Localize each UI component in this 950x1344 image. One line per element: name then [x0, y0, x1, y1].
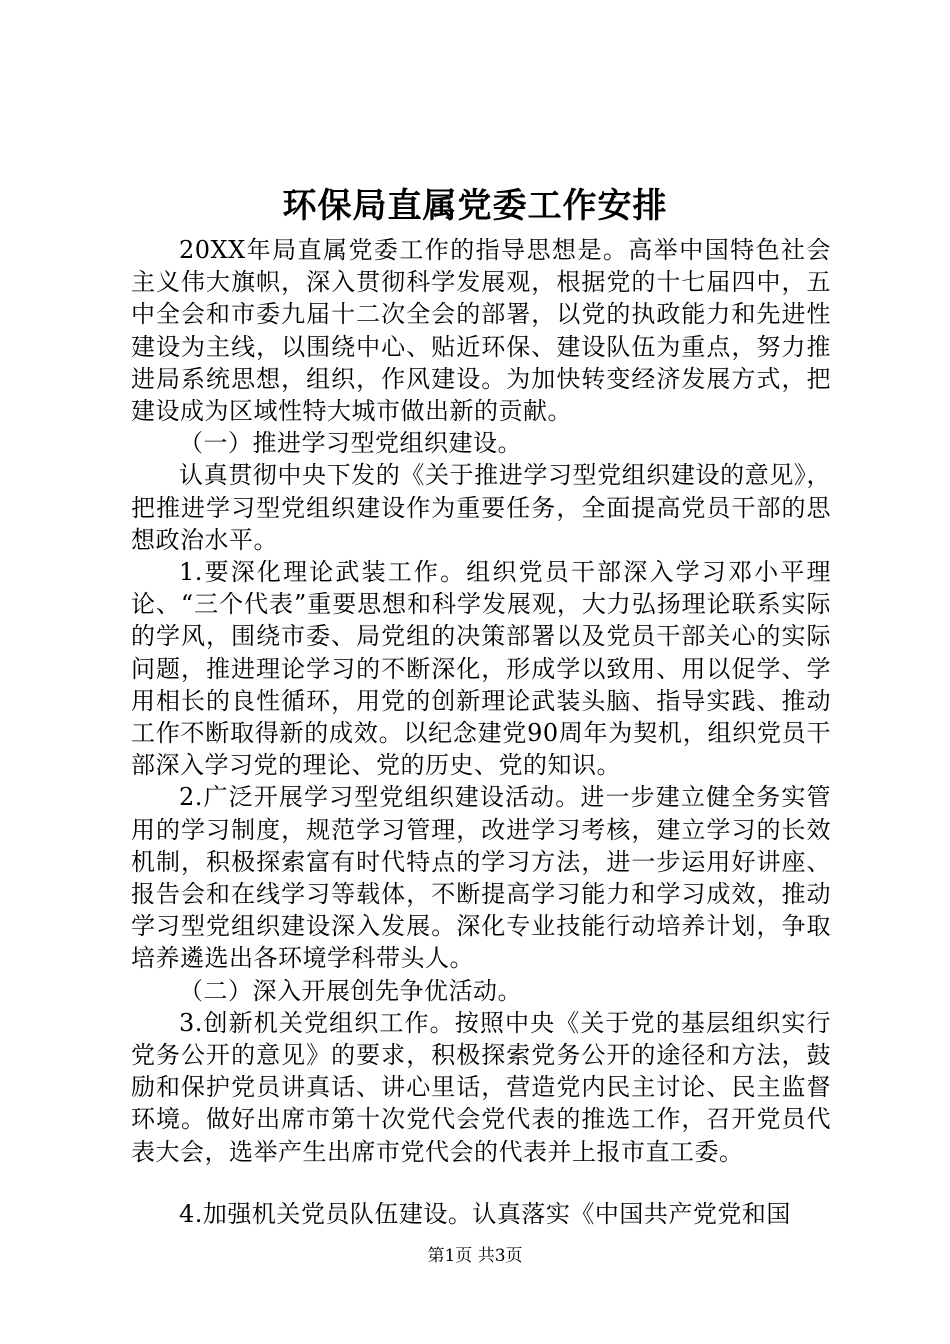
paragraph-item-3: 3.创新机关党组织工作。按照中央《关于党的基层组织实行党务公开的意见》的要求，积极探索党务公开的途径和方法，鼓励和保护党员讲真话、讲心里话，营造党内民主讨论、民主监督环境。做好出席市第十次党代会党代表的推选工作，召开党员代表大会，选举产生出席市党代会的代表并上报市直工委。: [131, 1008, 831, 1166]
section-heading-learning: （一）推进学习型党组织建设。: [179, 429, 522, 458]
paragraph-gap: [131, 1168, 831, 1198]
paragraph-item-2: 2.广泛开展学习型党组织建设活动。进一步建立健全务实管用的学习制度，规范学习管理，改进学习考核，建立学习的长效机制，积极探索富有时代特点的学习方法，进一步运用好讲座、报告会和在线学习等载体，不断提高学习能力和学习成效，推动学习型党组织建设深入发展。深化专业技能行动培养计划，争取培养遴选出各环境学科带头人。: [131, 783, 831, 973]
paragraph-item-4: 4.加强机关党员队伍建设。认真落实《中国共产党党和国: [179, 1199, 791, 1228]
paragraph-implement-opinion: 认真贯彻中央下发的《关于推进学习型党组织建设的意见》，把推进学习型党组织建设作为重要任务，全面提高党员干部的思想政治水平。: [131, 461, 831, 554]
page-number-footer: 第1页 共3页: [427, 1246, 523, 1266]
document-body: [131, 234, 831, 1230]
document-title: 环保局直属党委工作安排: [282, 186, 668, 226]
section-heading-excellence: （二）深入开展创先争优活动。: [179, 976, 522, 1005]
paragraph-item-1: 1.要深化理论武装工作。组织党员干部深入学习邓小平理论、“三个代表”重要思想和科学发展观，大力弘扬理论联系实际的学风，围绕市委、局党组的决策部署以及党员干部关心的实际问题，推进理论学习的不断深化，形成学以致用、用以促学、学用相长的良性循环，用党的创新理论武装头脑、指导实践、推动工作不断取得新的成效。以纪念建党90周年为契机，组织党员干部深入学习党的理论、党的历史、党的知识。: [131, 558, 831, 780]
paragraph-guiding-thought: 20XX年局直属党委工作的指导思想是。高举中国特色社会主义伟大旗帜，深入贯彻科学发展观，根据党的十七届四中，五中全会和市委九届十二次全会的部署，以党的执政能力和先进性建设为主线，以围绕中心、贴近环保、建设队伍为重点，努力推进局系统思想，组织，作风建设。为加快转变经济发展方式，把建设成为区域性特大城市做出新的贡献。: [131, 236, 831, 426]
